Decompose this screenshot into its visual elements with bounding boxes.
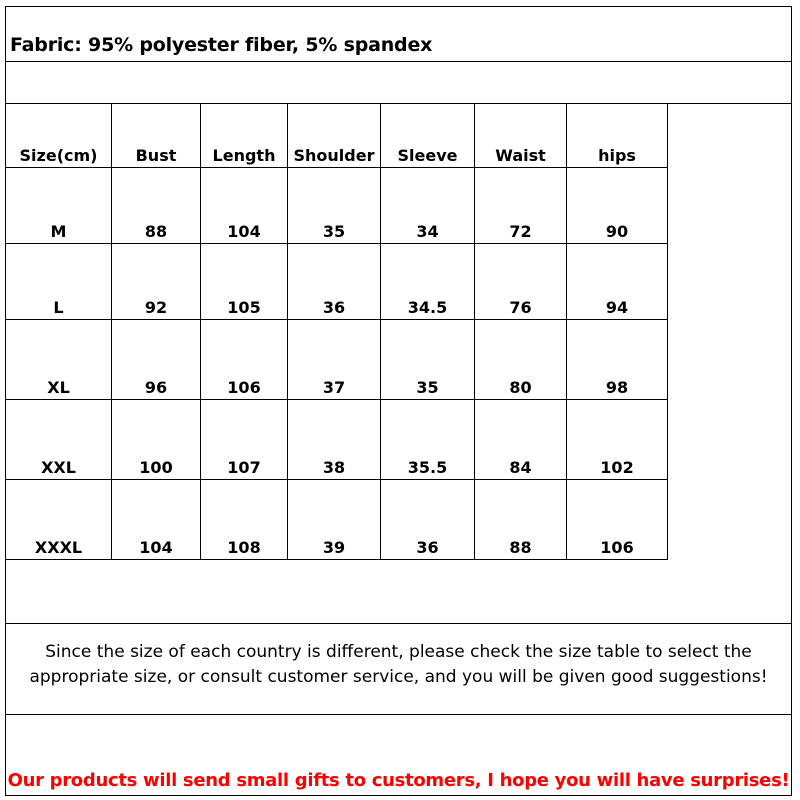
table-row	[6, 320, 668, 400]
size-advice-note: Since the size of each country is different, please check the size table to select the appropriate size, or consult customer service, and you will be given good suggestions!	[29, 642, 768, 687]
cell-sleeve: 35	[381, 320, 475, 400]
cell-size: XXXL	[6, 480, 112, 560]
cell-length: 105	[201, 244, 288, 320]
cell-shoulder: 39	[288, 480, 381, 560]
cell-size: XXL	[6, 400, 112, 480]
cell-shoulder: 37	[288, 320, 381, 400]
cell-length: 107	[201, 400, 288, 480]
cell-waist: 76	[475, 244, 567, 320]
divider	[5, 714, 792, 715]
header-shoulder: Shoulder	[288, 104, 381, 168]
cell-waist: 72	[475, 168, 567, 244]
cell-hips: 102	[567, 400, 668, 480]
cell-length: 106	[201, 320, 288, 400]
cell-shoulder: 35	[288, 168, 381, 244]
header-waist: Waist	[475, 104, 567, 168]
cell-hips: 106	[567, 480, 668, 560]
cell-hips: 90	[567, 168, 668, 244]
cell-length: 108	[201, 480, 288, 560]
fabric-composition: Fabric: 95% polyester fiber, 5% spandex	[10, 34, 433, 56]
table-row	[6, 480, 668, 560]
gift-notice: Our products will send small gifts to customers, I hope you will have surprises!	[7, 770, 790, 791]
cell-bust: 104	[112, 480, 201, 560]
cell-bust: 92	[112, 244, 201, 320]
header-bust: Bust	[112, 104, 201, 168]
header-sleeve: Sleeve	[381, 104, 475, 168]
cell-waist: 88	[475, 480, 567, 560]
header-size: Size(cm)	[6, 104, 112, 168]
cell-shoulder: 36	[288, 244, 381, 320]
cell-length: 104	[201, 168, 288, 244]
divider	[5, 623, 792, 624]
divider	[5, 61, 792, 62]
cell-bust: 96	[112, 320, 201, 400]
header-hips: hips	[567, 104, 668, 168]
cell-sleeve: 34.5	[381, 244, 475, 320]
cell-hips: 98	[567, 320, 668, 400]
table-row	[6, 400, 668, 480]
table-header-row	[6, 104, 668, 168]
cell-bust: 88	[112, 168, 201, 244]
cell-sleeve: 34	[381, 168, 475, 244]
size-table	[5, 103, 668, 560]
cell-size: L	[6, 244, 112, 320]
cell-hips: 94	[567, 244, 668, 320]
table-row	[6, 168, 668, 244]
cell-waist: 80	[475, 320, 567, 400]
cell-size: XL	[6, 320, 112, 400]
cell-sleeve: 35.5	[381, 400, 475, 480]
cell-size: M	[6, 168, 112, 244]
cell-bust: 100	[112, 400, 201, 480]
cell-waist: 84	[475, 400, 567, 480]
header-length: Length	[201, 104, 288, 168]
cell-sleeve: 36	[381, 480, 475, 560]
cell-shoulder: 38	[288, 400, 381, 480]
table-row	[6, 244, 668, 320]
